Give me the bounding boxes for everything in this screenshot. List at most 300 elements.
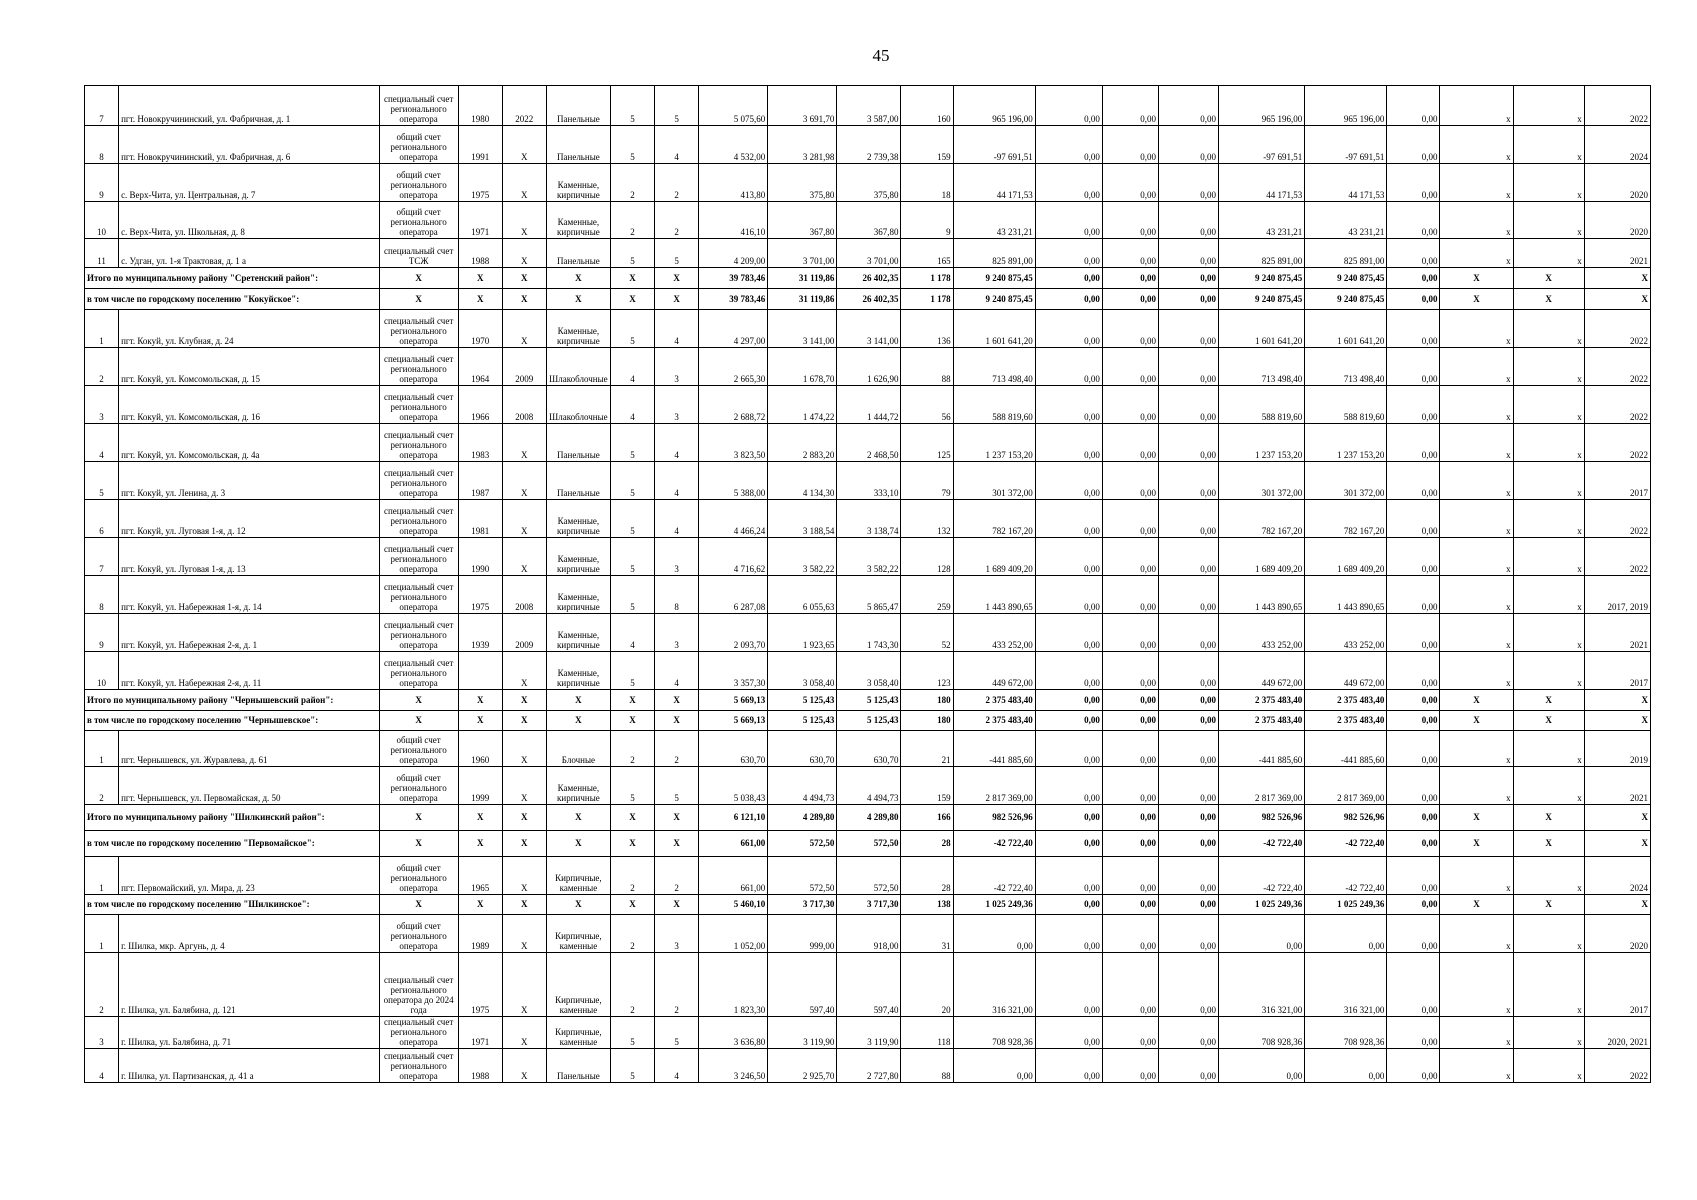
table-row [85, 614, 1651, 652]
table-cell: 3 141,00 [768, 310, 837, 348]
table-cell: X [502, 202, 546, 239]
table-cell: 3 587,00 [837, 86, 901, 126]
table-cell: 1 052,00 [699, 915, 768, 953]
table-cell: 9 [85, 614, 119, 652]
table-cell: Каменные, кирпичные [546, 164, 610, 202]
table-cell: 0,00 [1035, 1049, 1102, 1083]
table-cell: 3 [655, 348, 699, 386]
table-cell: специальный счет регионального оператора до 2024 года [379, 953, 458, 1017]
table-cell: 9 240 875,45 [1219, 268, 1305, 289]
table-cell: 0,00 [1035, 202, 1102, 239]
table-cell: 3 138,74 [837, 500, 901, 538]
table-cell: 2 [85, 348, 119, 386]
table-cell: -441 885,60 [1219, 731, 1305, 767]
table-cell: 6 121,10 [699, 805, 768, 831]
table-cell: 0,00 [1102, 576, 1158, 614]
table-cell: 0,00 [1158, 500, 1218, 538]
table-cell: 982 526,96 [1305, 805, 1387, 831]
table-cell: 0,00 [1158, 202, 1218, 239]
table-cell: -42 722,40 [1219, 857, 1305, 895]
table-cell: 5 [610, 767, 654, 805]
table-cell: -42 722,40 [953, 857, 1035, 895]
table-cell: пгт. Первомайский, ул. Мира, д. 23 [119, 857, 379, 895]
table-cell: пгт. Кокуй, ул. Луговая 1-я, д. 12 [119, 500, 379, 538]
table-cell: x [1440, 348, 1513, 386]
table-cell: 0,00 [1102, 239, 1158, 268]
table-cell: 1965 [458, 857, 502, 895]
table-cell: 9 240 875,45 [1219, 289, 1305, 310]
table-cell: 1981 [458, 500, 502, 538]
table-cell: 2 688,72 [699, 386, 768, 424]
table-cell: X [1584, 711, 1650, 731]
table-cell: 316 321,00 [953, 953, 1035, 1017]
table-cell: 0,00 [1102, 126, 1158, 164]
table-cell: 0,00 [1387, 614, 1440, 652]
table-cell: 8 [655, 576, 699, 614]
table-cell: 56 [901, 386, 953, 424]
table-cell: X [379, 805, 458, 831]
table-cell: X [458, 690, 502, 711]
table-cell: x [1513, 500, 1584, 538]
table-cell: 2022 [1584, 1049, 1650, 1083]
total-row [85, 289, 1651, 310]
table-cell: 0,00 [1102, 424, 1158, 462]
table-cell: X [502, 164, 546, 202]
table-cell: X [1513, 831, 1584, 857]
table-cell: Каменные, кирпичные [546, 310, 610, 348]
table-row [85, 953, 1651, 1017]
table-cell: 0,00 [1387, 239, 1440, 268]
table-cell: 3 [85, 1017, 119, 1049]
table-cell: 43 231,21 [953, 202, 1035, 239]
table-cell: X [502, 1017, 546, 1049]
table-cell: 5 [610, 424, 654, 462]
table-cell: 118 [901, 1017, 953, 1049]
table-cell: 9 240 875,45 [1305, 268, 1387, 289]
table-cell: X [610, 711, 654, 731]
table-cell: x [1513, 1017, 1584, 1049]
table-cell: 1960 [458, 731, 502, 767]
table-cell: x [1513, 576, 1584, 614]
table-cell: 413,80 [699, 164, 768, 202]
table-cell: 2 [610, 202, 654, 239]
table-cell: 367,80 [768, 202, 837, 239]
table-cell: Каменные, кирпичные [546, 614, 610, 652]
table-cell: 43 231,21 [1305, 202, 1387, 239]
table-cell: 4 [655, 424, 699, 462]
table-cell: X [502, 831, 546, 857]
table-cell: 2 375 483,40 [1305, 711, 1387, 731]
table-cell: 301 372,00 [1305, 462, 1387, 500]
table-cell: специальный счет регионального оператора [379, 500, 458, 538]
table-cell: x [1513, 1049, 1584, 1083]
table-cell: 433 252,00 [1219, 614, 1305, 652]
table-cell: X [610, 831, 654, 857]
table-cell: x [1513, 424, 1584, 462]
table-cell: x [1513, 126, 1584, 164]
table-cell: 2 925,70 [768, 1049, 837, 1083]
table-cell: 20 [901, 953, 953, 1017]
table-cell: 2008 [502, 386, 546, 424]
table-cell: 11 [85, 239, 119, 268]
table-cell: x [1513, 857, 1584, 895]
table-cell: 21 [901, 731, 953, 767]
table-cell: 160 [901, 86, 953, 126]
table-cell: 4 297,00 [699, 310, 768, 348]
table-cell: специальный счет регионального оператора [379, 1017, 458, 1049]
table-cell: 5 [610, 500, 654, 538]
table-cell: X [1584, 805, 1650, 831]
table-cell: 5 [610, 462, 654, 500]
table-cell: Шлакоблочные [546, 348, 610, 386]
table-cell: 0,00 [1102, 462, 1158, 500]
table-cell: 0,00 [1035, 953, 1102, 1017]
table-cell: X [502, 310, 546, 348]
table-cell: 3 058,40 [837, 652, 901, 690]
table-cell: 3 058,40 [768, 652, 837, 690]
table-cell: 1 443 890,65 [1219, 576, 1305, 614]
table-cell: -97 691,51 [1219, 126, 1305, 164]
table-cell: 0,00 [1102, 895, 1158, 915]
table-cell: 5 460,10 [699, 895, 768, 915]
table-cell: 2 [655, 731, 699, 767]
table-cell: X [610, 690, 654, 711]
table-cell: 3 281,98 [768, 126, 837, 164]
table-cell: 8 [85, 576, 119, 614]
table-cell: 0,00 [1158, 538, 1218, 576]
table-cell: X [458, 268, 502, 289]
table-cell: x [1440, 915, 1513, 953]
table-cell: X [379, 711, 458, 731]
table-cell: 2022 [1584, 86, 1650, 126]
table-cell: X [1440, 711, 1513, 731]
table-cell: 3 717,30 [768, 895, 837, 915]
table-cell: X [502, 1049, 546, 1083]
table-cell: 1939 [458, 614, 502, 652]
table-cell: 2017 [1584, 462, 1650, 500]
table-cell: 4 [655, 310, 699, 348]
table-cell: 1 178 [901, 289, 953, 310]
table-cell: 28 [901, 831, 953, 857]
table-cell: 3 823,50 [699, 424, 768, 462]
table-cell: -42 722,40 [1219, 831, 1305, 857]
table-cell: 5 125,43 [768, 711, 837, 731]
table-cell: 2 [655, 953, 699, 1017]
table-cell: X [502, 289, 546, 310]
table-cell: 2021 [1584, 614, 1650, 652]
table-cell: 918,00 [837, 915, 901, 953]
table-cell: 2 093,70 [699, 614, 768, 652]
table-cell: 2021 [1584, 239, 1650, 268]
table-cell: X [610, 805, 654, 831]
table-cell: 982 526,96 [1219, 805, 1305, 831]
table-cell: 4 466,24 [699, 500, 768, 538]
table-cell: X [1513, 805, 1584, 831]
table-cell: 125 [901, 424, 953, 462]
table-cell: 0,00 [1158, 857, 1218, 895]
table-cell: 1 443 890,65 [953, 576, 1035, 614]
table-cell: X [502, 857, 546, 895]
table-cell: 0,00 [1158, 805, 1218, 831]
table-cell: 1 823,30 [699, 953, 768, 1017]
table-cell: 4 532,00 [699, 126, 768, 164]
table-cell: 0,00 [1387, 731, 1440, 767]
table-cell: 1975 [458, 953, 502, 1017]
table-cell: общий счет регионального оператора [379, 731, 458, 767]
table-cell: специальный счет регионального оператора [379, 614, 458, 652]
table-cell: 4 [655, 652, 699, 690]
table-cell: 1 444,72 [837, 386, 901, 424]
table-cell: 2020, 2021 [1584, 1017, 1650, 1049]
table-cell: 0,00 [1387, 386, 1440, 424]
table-cell: 5 [655, 239, 699, 268]
table-cell: 0,00 [1158, 831, 1218, 857]
table-cell: 3 246,50 [699, 1049, 768, 1083]
table-cell: 2022 [502, 86, 546, 126]
table-cell: 0,00 [1035, 500, 1102, 538]
table-cell: X [502, 767, 546, 805]
table-cell: 2009 [502, 348, 546, 386]
table-cell: x [1440, 500, 1513, 538]
table-cell: X [1584, 831, 1650, 857]
table-cell: 3 357,30 [699, 652, 768, 690]
table-cell: специальный счет регионального оператора [379, 1049, 458, 1083]
table-cell: 0,00 [1387, 538, 1440, 576]
table-cell: 9 240 875,45 [953, 289, 1035, 310]
table-cell: 2 375 483,40 [1305, 690, 1387, 711]
table-cell: X [1584, 690, 1650, 711]
table-cell: 3 701,00 [768, 239, 837, 268]
table-cell: x [1513, 86, 1584, 126]
table-cell: 1983 [458, 424, 502, 462]
table-cell: 39 783,46 [699, 268, 768, 289]
table-cell: 5 125,43 [837, 711, 901, 731]
table-cell: x [1513, 164, 1584, 202]
table-cell: 713 498,40 [1305, 348, 1387, 386]
table-cell: 0,00 [1035, 310, 1102, 348]
table-cell: 4 289,80 [768, 805, 837, 831]
table-cell: x [1513, 348, 1584, 386]
table-cell: с. Верх-Чита, ул. Школьная, д. 8 [119, 202, 379, 239]
table-cell: общий счет регионального оператора [379, 126, 458, 164]
table-cell: 0,00 [1035, 164, 1102, 202]
table-row [85, 1049, 1651, 1083]
table-cell: 1966 [458, 386, 502, 424]
table-cell: Итого по муниципальному району "Чернышевский район": [85, 690, 380, 711]
table-cell: 2 [610, 953, 654, 1017]
table-cell: 1991 [458, 126, 502, 164]
table-cell: 1980 [458, 86, 502, 126]
table-cell: 0,00 [1035, 462, 1102, 500]
table-cell: 3 119,90 [837, 1017, 901, 1049]
table-cell: 0,00 [1387, 576, 1440, 614]
table-cell: 159 [901, 767, 953, 805]
table-cell: 416,10 [699, 202, 768, 239]
table-cell: 375,80 [768, 164, 837, 202]
table-cell: 2022 [1584, 538, 1650, 576]
table-cell: Панельные [546, 462, 610, 500]
table-cell: 1 178 [901, 268, 953, 289]
table-cell: 3 691,70 [768, 86, 837, 126]
table-cell: 572,50 [837, 831, 901, 857]
table-cell: в том числе по городскому поселению "Первомайское": [85, 831, 380, 857]
table-cell: X [1584, 268, 1650, 289]
table-cell: 2 817 369,00 [953, 767, 1035, 805]
table-cell: 2024 [1584, 126, 1650, 164]
table-cell: 79 [901, 462, 953, 500]
table-cell: -441 885,60 [1305, 731, 1387, 767]
table-cell: x [1440, 386, 1513, 424]
table-cell: пгт. Кокуй, ул. Набережная 1-я, д. 14 [119, 576, 379, 614]
table-cell: 0,00 [1102, 538, 1158, 576]
table-cell: 5 [610, 538, 654, 576]
table-cell: общий счет регионального оператора [379, 857, 458, 895]
table-cell: 5 [610, 1017, 654, 1049]
table-cell: общий счет регионального оператора [379, 164, 458, 202]
table-cell: 0,00 [1387, 805, 1440, 831]
table-cell: 2 [610, 164, 654, 202]
table-cell: x [1440, 538, 1513, 576]
table-cell: x [1440, 731, 1513, 767]
table-cell: 2022 [1584, 310, 1650, 348]
table-cell: 3 [655, 538, 699, 576]
table-cell: 0,00 [1387, 164, 1440, 202]
table-cell: специальный счет регионального оператора [379, 462, 458, 500]
table-cell: 1999 [458, 767, 502, 805]
table-cell: 0,00 [1102, 731, 1158, 767]
table-cell: г. Шилка, ул. Балябина, д. 121 [119, 953, 379, 1017]
table-cell: 0,00 [1387, 895, 1440, 915]
table-cell: X [1584, 895, 1650, 915]
table-cell: 0,00 [1035, 576, 1102, 614]
table-cell: 2 817 369,00 [1219, 767, 1305, 805]
table-cell: X [379, 831, 458, 857]
table-cell: 0,00 [1387, 915, 1440, 953]
table-cell: 123 [901, 652, 953, 690]
table-cell: -42 722,40 [1305, 857, 1387, 895]
table-cell: 1 [85, 731, 119, 767]
table-cell: 572,50 [768, 857, 837, 895]
total-row [85, 895, 1651, 915]
table-cell: 2008 [502, 576, 546, 614]
table-cell: общий счет регионального оператора [379, 767, 458, 805]
table-row [85, 731, 1651, 767]
table-cell: 0,00 [1387, 1049, 1440, 1083]
table-cell: 713 498,40 [1219, 348, 1305, 386]
table-cell: пгт. Кокуй, ул. Клубная, д. 24 [119, 310, 379, 348]
table-cell: 0,00 [1102, 857, 1158, 895]
table-cell: специальный счет регионального оператора [379, 424, 458, 462]
table-cell: 433 252,00 [953, 614, 1035, 652]
table-cell: с. Удган, ул. 1-я Трактовая, д. 1 а [119, 239, 379, 268]
table-cell: 1 [85, 915, 119, 953]
table-cell: X [502, 915, 546, 953]
table-cell: специальный счет регионального оператора [379, 348, 458, 386]
table-cell: X [546, 690, 610, 711]
table-cell: 0,00 [1158, 86, 1218, 126]
table-cell: 2 375 483,40 [1219, 690, 1305, 711]
table-cell: 2017, 2019 [1584, 576, 1650, 614]
table-cell: Шлакоблочные [546, 386, 610, 424]
table-cell: -97 691,51 [953, 126, 1035, 164]
table-cell: 0,00 [1035, 805, 1102, 831]
table-cell: в том числе по городскому поселению "Чернышевское": [85, 711, 380, 731]
table-cell: 333,10 [837, 462, 901, 500]
table-cell: 1 601 641,20 [1219, 310, 1305, 348]
table-cell: X [502, 424, 546, 462]
table-row [85, 915, 1651, 953]
table-cell: 2 739,38 [837, 126, 901, 164]
table-cell: 2 [610, 857, 654, 895]
table-cell: 1 025 249,36 [1219, 895, 1305, 915]
table-cell: 180 [901, 690, 953, 711]
table-cell: 3 636,80 [699, 1017, 768, 1049]
table-cell: -42 722,40 [1305, 831, 1387, 857]
table-cell: пгт. Кокуй, ул. Комсомольская, д. 15 [119, 348, 379, 386]
table-cell: 1975 [458, 576, 502, 614]
table-cell: 0,00 [1102, 690, 1158, 711]
table-cell: 0,00 [1102, 386, 1158, 424]
table-cell: пгт. Чернышевск, ул. Журавлева, д. 61 [119, 731, 379, 767]
table-cell: 2 [85, 767, 119, 805]
table-cell: x [1513, 462, 1584, 500]
table-cell: Каменные, кирпичные [546, 500, 610, 538]
table-row [85, 310, 1651, 348]
table-cell: 0,00 [1102, 164, 1158, 202]
table-cell: 965 196,00 [1305, 86, 1387, 126]
table-row [85, 462, 1651, 500]
housing-registry-table [84, 85, 1651, 1083]
table-cell: 0,00 [1158, 268, 1218, 289]
table-cell: 9 240 875,45 [953, 268, 1035, 289]
table-cell: Панельные [546, 239, 610, 268]
table-cell: X [502, 126, 546, 164]
table-cell: 3 717,30 [837, 895, 901, 915]
table-cell: 4 134,30 [768, 462, 837, 500]
table-cell: 5 [85, 462, 119, 500]
table-cell: 2 375 483,40 [953, 690, 1035, 711]
table-cell: 44 171,53 [1305, 164, 1387, 202]
table-cell: X [502, 953, 546, 1017]
table-cell: 1 443 890,65 [1305, 576, 1387, 614]
table-cell: X [502, 239, 546, 268]
table-cell: X [610, 289, 654, 310]
table-cell: 2022 [1584, 424, 1650, 462]
table-cell: 5 [610, 576, 654, 614]
table-cell: Каменные, кирпичные [546, 576, 610, 614]
table-cell: 708 928,36 [1219, 1017, 1305, 1049]
table-cell: Блочные [546, 731, 610, 767]
table-cell: 2019 [1584, 731, 1650, 767]
table-cell: 1971 [458, 202, 502, 239]
table-cell: 0,00 [1387, 500, 1440, 538]
table-cell: 0,00 [1158, 690, 1218, 711]
table-cell: 588 819,60 [1219, 386, 1305, 424]
table-cell: 0,00 [1158, 915, 1218, 953]
table-cell: 10 [85, 652, 119, 690]
table-cell: 3 [655, 386, 699, 424]
table-cell: x [1513, 731, 1584, 767]
table-cell: 3 188,54 [768, 500, 837, 538]
table-cell: x [1440, 239, 1513, 268]
table-cell: 1988 [458, 239, 502, 268]
table-cell: 0,00 [1158, 614, 1218, 652]
table-cell: X [1440, 289, 1513, 310]
total-row [85, 831, 1651, 857]
table-cell: X [502, 731, 546, 767]
table-cell: 0,00 [1035, 538, 1102, 576]
table-cell: пгт. Кокуй, ул. Набережная 2-я, д. 11 [119, 652, 379, 690]
